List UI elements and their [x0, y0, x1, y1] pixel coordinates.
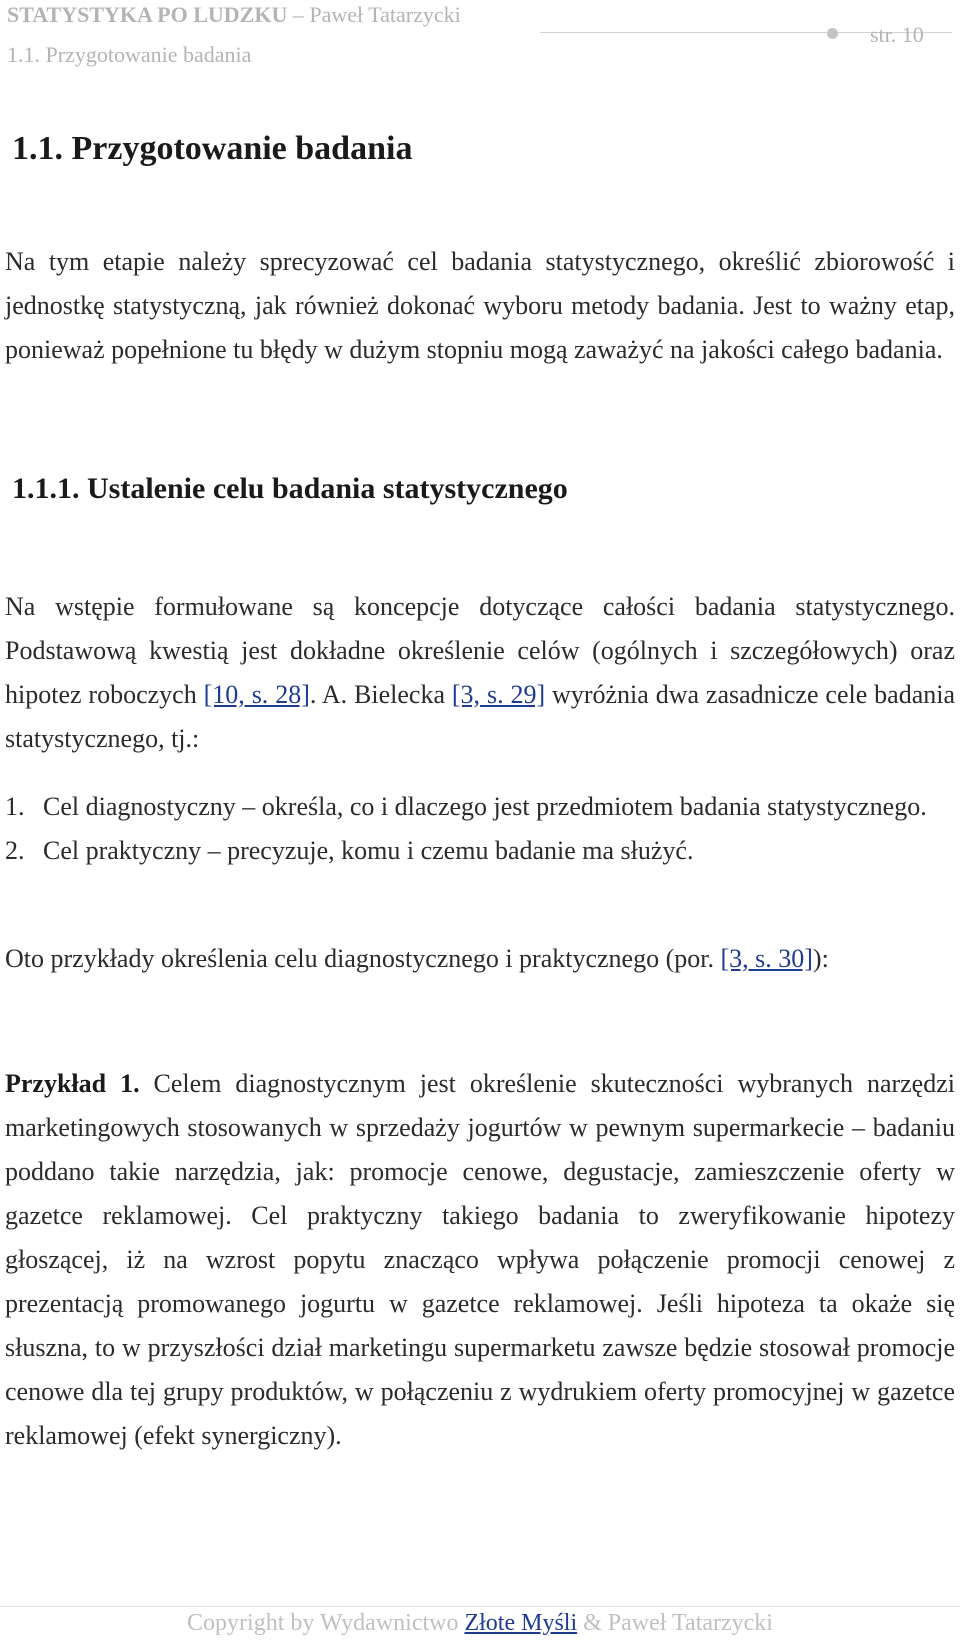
goals-text-c: wyróżnia dwa zasadnicze cele badania statystycznego, tj.:: [5, 680, 955, 753]
section-heading: 1.1. Przygotowanie badania: [12, 130, 413, 167]
reference-link-3-29[interactable]: [3, s. 29]: [451, 680, 546, 709]
examples-intro-paragraph: [5, 937, 955, 981]
goals-paragraph: [5, 585, 955, 761]
footer-divider: [0, 1606, 960, 1607]
reference-link-10[interactable]: [10, s. 28]: [203, 680, 310, 709]
section-breadcrumb: 1.1. Przygotowanie badania: [7, 42, 252, 67]
goals-list: [5, 785, 955, 873]
examples-intro-text-a: Oto przykłady określenia celu diagnostycznego i praktycznego (por.: [5, 944, 721, 973]
list-item-number: 2.: [5, 836, 25, 865]
publisher-link[interactable]: Złote Myśli: [464, 1610, 578, 1636]
bullet-dot-icon: [827, 28, 838, 39]
list-item: [5, 829, 955, 873]
goals-text-b: . A. Bielecka: [309, 680, 452, 709]
examples-intro-text-b: ):: [812, 944, 829, 973]
intro-paragraph: Na tym etapie należy sprecyzować cel badania statystycznego, określić zbiorowość i jednostkę statystyczną, jak również dokonać wyboru metody badania. Jest to ważny etap, ponieważ popełnione tu błędy w dużym stopniu mogą zaważyć na jakości całego badania.: [5, 247, 955, 364]
book-title-author: – Paweł Tatarzycki: [287, 2, 461, 27]
reference-link-3-30[interactable]: [3, s. 30]: [720, 944, 813, 973]
page-header: [0, 0, 960, 80]
page-number: str. 10: [870, 22, 924, 47]
list-item: [5, 785, 955, 829]
footer-author: & Paweł Tatarzycki: [577, 1610, 773, 1636]
example-paragraph: [5, 1062, 955, 1458]
page-footer: [0, 1610, 960, 1637]
list-item-text: Cel praktyczny – precyzuje, komu i czemu badanie ma służyć.: [43, 836, 694, 865]
list-item-text: Cel diagnostyczny – określa, co i dlaczego jest przedmiotem badania statystycznego.: [43, 792, 927, 821]
footer-copyright: Copyright by Wydawnictwo: [187, 1610, 465, 1636]
example-text: Celem diagnostycznym jest określenie skuteczności wybranych narzędzi marketingowych stosowanych w sprzedaży jogurtów w pewnym supermarkecie – badaniu poddano takie narzędzia, jak: promocje cenowe, degustacje, zamieszczenie oferty w gazetce reklamowej. Cel praktyczny takiego badania to zweryfikowanie hipotezy głoszącej, iż na wzrost popytu znacząco wpływa połączenie promocji cenowej z prezentacją promowanego jogurtu w gazetce reklamowej. Jeśli hipoteza ta okaże się słuszna, to w przyszłości dział marketingu supermarketu zawsze będzie stosował promocje cenowe dla tej grupy produktów, w połączeniu z wydrukiem oferty promocyjnej w gazetce reklamowej (efekt synergiczny).: [5, 1069, 955, 1450]
example-label: Przykład 1.: [5, 1069, 140, 1098]
goals-text-a: Na wstępie formułowane są koncepcje dotyczące całości badania statystycznego. Podstawową kwestią jest dokładne określenie celów (ogólnych i szczegółowych) oraz hipotez roboczych: [5, 592, 955, 709]
book-title: [7, 2, 461, 28]
subsection-heading: 1.1.1. Ustalenie celu badania statystycznego: [12, 472, 568, 505]
list-item-number: 1.: [5, 792, 25, 821]
book-title-main: STATYSTYKA PO LUDZKU: [7, 2, 288, 27]
